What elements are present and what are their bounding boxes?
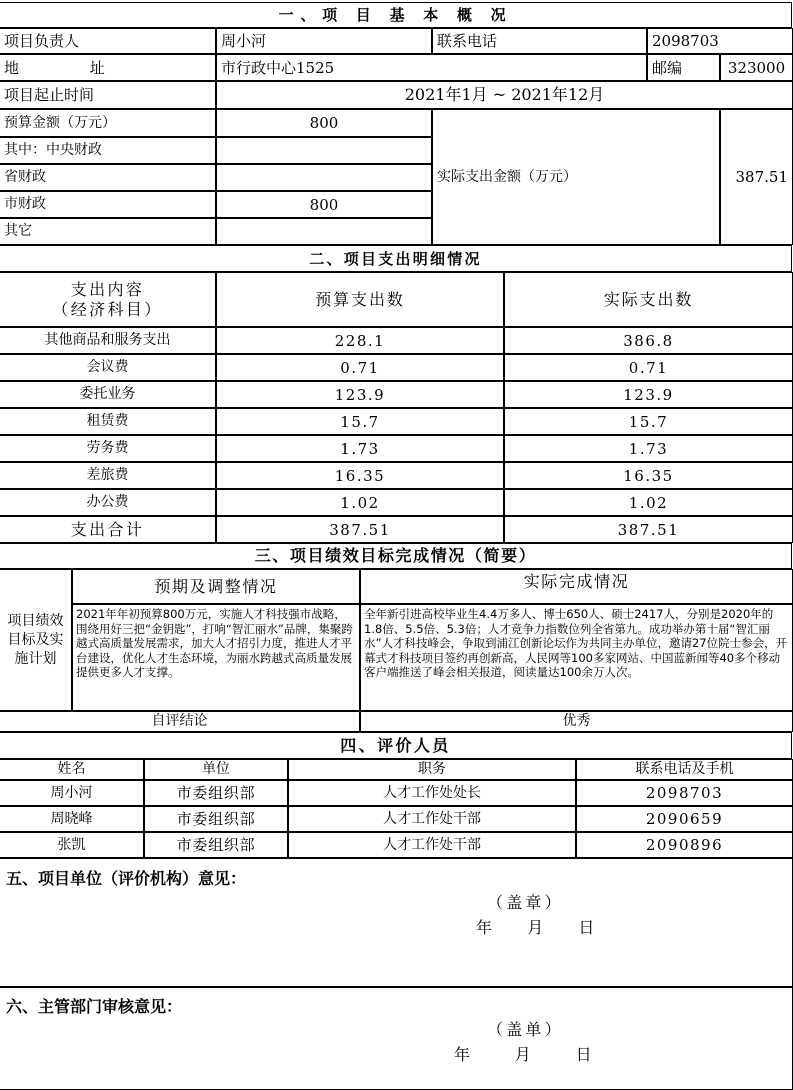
postcode-value: 323000 (720, 54, 793, 81)
section2-title: 二、项目支出明细情况 (0, 245, 792, 272)
eval-row-phone: 2090659 (576, 806, 793, 832)
detail-row-budget: 16.35 (216, 462, 504, 489)
leader-value: 周小河 (216, 28, 432, 54)
performance-row-label: 项目绩效目标及实施计划 (0, 569, 72, 711)
eval-header-unit: 单位 (144, 759, 288, 780)
detail-header-content-line1: 支出内容 (70, 280, 145, 300)
period-label: 项目起止时间 (0, 81, 216, 109)
other-value (216, 218, 432, 245)
section5-seal: （盖章） (487, 893, 564, 912)
actual-header: 实际完成情况 (360, 569, 793, 604)
eval-row-phone: 2098703 (576, 780, 793, 806)
detail-row-budget: 1.73 (216, 435, 504, 462)
section4-title: 四、评价人员 (0, 732, 792, 759)
eval-header-position: 职务 (288, 759, 576, 780)
detail-header-content-line2: （经济科目） (52, 299, 163, 319)
conclusion-value: 优秀 (360, 711, 793, 732)
detail-row-item: 差旅费 (0, 462, 216, 489)
detail-row-actual: 16.35 (504, 462, 793, 489)
detail-header-actual: 实际支出数 (504, 272, 793, 327)
central-value (216, 137, 432, 164)
detail-row-budget: 1.02 (216, 489, 504, 516)
detail-total-budget: 387.51 (216, 516, 504, 543)
budget-value: 800 (216, 109, 432, 137)
detail-row-item: 委托业务 (0, 381, 216, 408)
detail-row-actual: 1.73 (504, 435, 793, 462)
period-value: 2021年1月 ~ 2021年12月 (216, 81, 793, 109)
eval-row-unit: 市委组织部 (144, 832, 288, 858)
phone-value: 2098703 (647, 28, 793, 54)
expected-header: 预期及调整情况 (72, 569, 360, 604)
central-label: 其中：中央财政 (0, 137, 216, 164)
detail-row-budget: 0.71 (216, 354, 504, 381)
detail-row-item: 其他商品和服务支出 (0, 327, 216, 354)
budget-label: 预算金额（万元） (0, 109, 216, 137)
detail-row-item: 会议费 (0, 354, 216, 381)
section6-title: 六、主管部门审核意见： (6, 997, 183, 1016)
detail-row-actual: 15.7 (504, 408, 793, 435)
conclusion-label: 自评结论 (0, 711, 360, 732)
other-label: 其它 (0, 218, 216, 245)
detail-total-actual: 387.51 (504, 516, 793, 543)
city-label: 市财政 (0, 191, 216, 218)
section1-title: 一、项 目 基 本 概 况 (0, 2, 792, 28)
city-value: 800 (216, 191, 432, 218)
eval-row-position: 人才工作处处长 (288, 780, 576, 806)
eval-row-name: 周小河 (0, 780, 144, 806)
leader-label: 项目负责人 (0, 28, 216, 54)
section5-date: 年 月 日 (476, 918, 605, 937)
section6-date: 年 月 日 (454, 1045, 607, 1064)
postcode-label: 邮编 (647, 54, 720, 81)
detail-row-actual: 386.8 (504, 327, 793, 354)
detail-row-item: 办公费 (0, 489, 216, 516)
detail-row-budget: 123.9 (216, 381, 504, 408)
address-value: 市行政中心1525 (216, 54, 647, 81)
detail-row-item: 劳务费 (0, 435, 216, 462)
detail-row-item: 租赁费 (0, 408, 216, 435)
eval-header-phone: 联系电话及手机 (576, 759, 793, 780)
section3-title: 三、项目绩效目标完成情况（简要） (0, 543, 792, 569)
actual-spend-value: 387.51 (720, 109, 793, 245)
eval-row-name: 张凯 (0, 832, 144, 858)
detail-total-label: 支出合计 (0, 516, 216, 543)
detail-row-actual: 1.02 (504, 489, 793, 516)
eval-row-unit: 市委组织部 (144, 780, 288, 806)
actual-spend-label: 实际支出金额（万元） (432, 109, 720, 245)
detail-header-budget: 预算支出数 (216, 272, 504, 327)
detail-row-budget: 228.1 (216, 327, 504, 354)
address-label (0, 54, 216, 81)
eval-header-name: 姓名 (0, 759, 144, 780)
eval-row-unit: 市委组织部 (144, 806, 288, 832)
section5-title: 五、项目单位（评价机构）意见： (6, 869, 247, 888)
province-value (216, 164, 432, 191)
province-label: 省财政 (0, 164, 216, 191)
section6-seal: （盖单） (487, 1020, 564, 1039)
detail-header-content (0, 272, 216, 327)
detail-row-budget: 15.7 (216, 408, 504, 435)
detail-row-actual: 0.71 (504, 354, 793, 381)
detail-row-actual: 123.9 (504, 381, 793, 408)
actual-text: 全年新引进高校毕业生4.4万多人、博士650人、硕士2417人，分别是2020年的1.8倍、5.5倍、5.3倍；人才竞争力指数位列全省第九。成功举办第十届“智汇丽水”人才科技峰会，争取到浦江创新论坛作为共同主办单位，邀请27位院士参会，开幕式才科技项目签约再创新高，人民网等100多家网站、中国蓝新闻等40多个移动客户端推送了峰会相关报道，阅读量达100余万人次。 (360, 604, 793, 711)
eval-row-position: 人才工作处干部 (288, 806, 576, 832)
eval-row-phone: 2090896 (576, 832, 793, 858)
expected-text: 2021年年初预算800万元，实施人才科技强市战略，围绕用好三把“金钥匙”，打响“智汇丽水”品牌，集聚跨越式高质量发展需求，加大人才招引力度，推进人才平台建设，优化人才生态环境，为丽水跨越式高质量发展提供更多人才支撑。 (72, 604, 360, 711)
eval-row-name: 周晓峰 (0, 806, 144, 832)
address-label-text: 地 址 (4, 58, 138, 77)
eval-row-position: 人才工作处干部 (288, 832, 576, 858)
phone-label: 联系电话 (432, 28, 647, 54)
